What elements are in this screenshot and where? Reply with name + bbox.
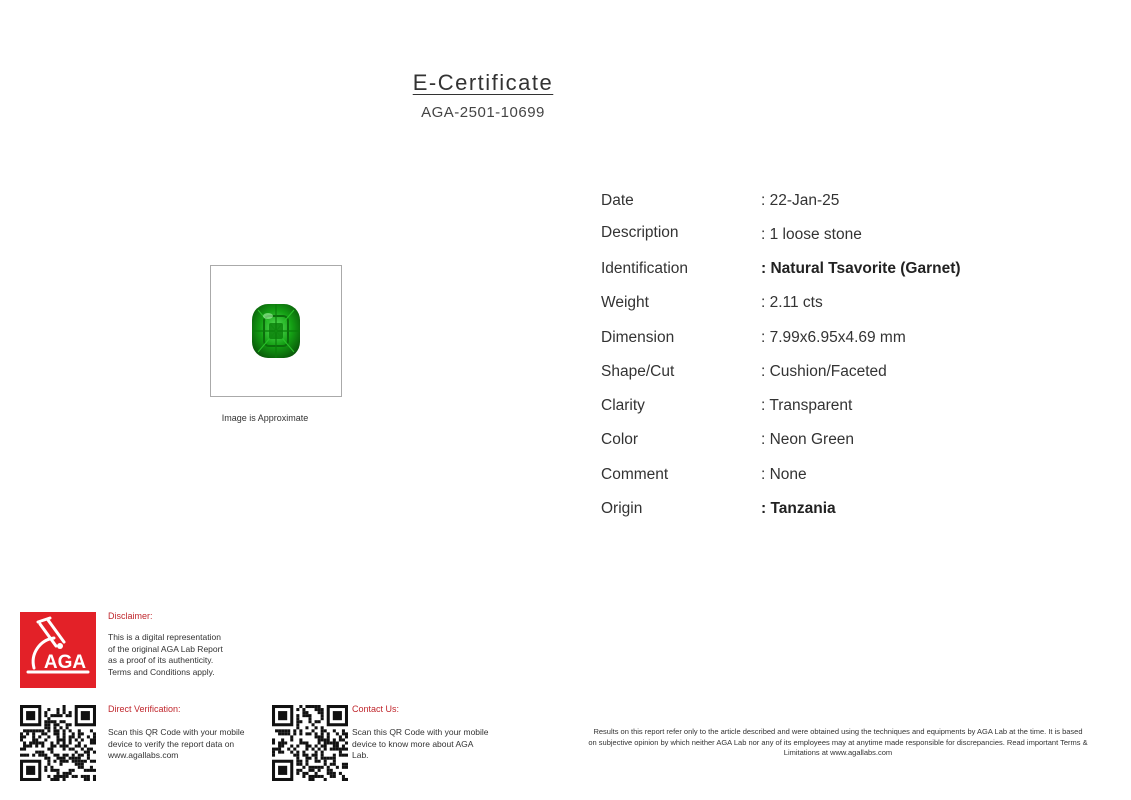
detail-value: : Transparent — [761, 397, 853, 414]
detail-value: : 1 loose stone — [761, 226, 862, 243]
detail-label: Date — [601, 192, 634, 209]
verification-heading: Direct Verification: — [108, 704, 181, 714]
legal-notice — [560, 727, 1116, 759]
detail-label: Comment — [601, 466, 669, 483]
certificate-title: E-Certificate — [412, 70, 554, 95]
detail-value: : 22-Jan-25 — [761, 192, 840, 209]
verification-text — [108, 727, 245, 762]
aga-logo — [20, 612, 96, 688]
detail-label: Weight — [601, 294, 649, 311]
contact-line: Lab. — [352, 750, 369, 760]
detail-value: : Natural Tsavorite (Garnet) — [761, 260, 961, 277]
detail-value: : 2.11 cts — [761, 294, 823, 311]
contact-line: device to know more about AGA — [352, 738, 474, 749]
disclaimer-text — [108, 632, 223, 678]
disclaimer-line: Terms and Conditions apply. — [108, 666, 215, 677]
disclaimer-line: of the original AGA Lab Report — [108, 643, 223, 654]
contact-text — [352, 727, 489, 762]
detail-label: Identification — [601, 260, 689, 277]
legal-line: Limitations at www.agallabs.com — [783, 748, 893, 757]
verification-line: www.agallabs.com — [108, 750, 179, 760]
certificate-number: AGA-2501-10699 — [421, 104, 545, 121]
detail-value: : None — [761, 466, 807, 483]
contact-qr-code[interactable] — [272, 705, 348, 781]
verification-qr-code[interactable] — [20, 705, 96, 781]
image-caption: Image is Approximate — [221, 413, 309, 423]
detail-label: Origin — [601, 500, 643, 517]
logo-text: AGA — [43, 652, 87, 673]
detail-label: Clarity — [601, 397, 645, 414]
detail-label: Color — [601, 431, 639, 448]
contact-line: Scan this QR Code with your mobile — [352, 727, 489, 737]
verification-line: Scan this QR Code with your mobile — [108, 727, 245, 737]
legal-line: on subjective opinion by which neither AGA Lab nor any of its employees may at anytime made responsible for discrepancies. Read important Terms & — [588, 737, 1088, 747]
verification-line: device to verify the report data on — [108, 738, 235, 749]
detail-label: Shape/Cut — [601, 363, 675, 380]
legal-line: Results on this report refer only to the article described and were obtained using the techniques and equipments by AGA Lab at the time. It is based — [593, 727, 1083, 736]
contact-heading: Contact Us: — [352, 704, 400, 714]
detail-value: : 7.99x6.95x4.69 mm — [761, 329, 906, 346]
disclaimer-heading: Disclaimer: — [108, 611, 153, 621]
detail-value: : Cushion/Faceted — [761, 363, 887, 380]
microscope-logo-icon — [20, 612, 96, 688]
detail-label: Dimension — [601, 329, 675, 346]
detail-value: : Neon Green — [761, 431, 855, 448]
gemstone-image — [250, 302, 302, 360]
detail-label: Description — [601, 224, 679, 241]
disclaimer-line: as a proof of its authenticity. — [108, 655, 214, 665]
stone-image-frame — [210, 265, 342, 397]
detail-value: : Tanzania — [761, 500, 836, 517]
certificate-header — [383, 70, 583, 121]
disclaimer-line: This is a digital representation — [108, 632, 221, 642]
